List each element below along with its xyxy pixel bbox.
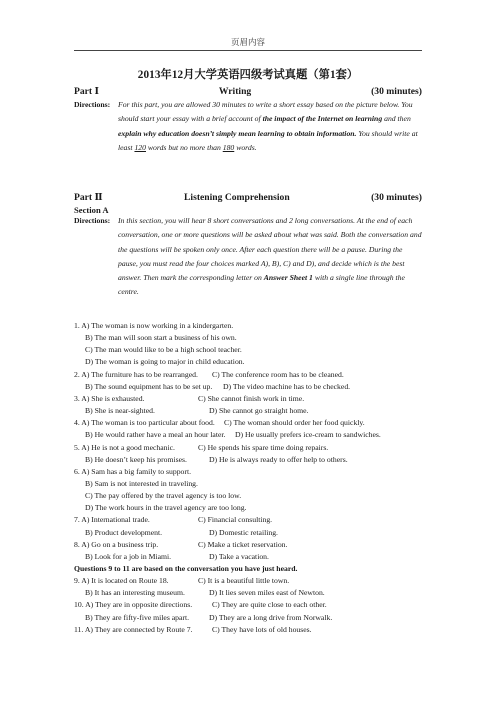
part2-directions-label: Directions: [74,216,111,225]
part1-topic-2: explain why education doesn’t simply mean learning to obtain information. [118,128,357,138]
option-right: D) She cannot go straight home. [209,406,309,416]
section-a-heading: Section A [74,205,109,215]
option-left: 6. A) Sam has a big family to support. [74,466,192,476]
option-left: C) The pay offered by the travel agency is too low. [85,491,242,501]
part1-directions-text: For this part, you are allowed 30 minutes to write a short essay based on the picture below. You should start your essay with a brief account of the impact of the Internet on learning and then explain why education doesn’t simply mean learning to obtain information. You should write at least 120 words but no more than 180 words. [118,100,418,152]
option-right: D) It lies seven miles east of Newton. [209,588,325,598]
part1-name: Writing [218,86,252,97]
part2-directions-text: In this section, you will hear 8 short conversations and 2 long conversations. At the end of each conversation, one or more questions will be asked about what was said. Both the conversation and the questions will be spoken only once. After each question there will be a pause. During the pause, you must read the four choices marked A), B), C) and D), and decide which is the best answer. Then mark the corresponding letter on Answer Sheet 1 with a single line through the centre. [118,216,422,297]
question-line [85,344,435,356]
part1-time: (30 minutes) [371,86,422,97]
option-left: B) Sam is not interested in traveling. [85,478,198,488]
question-line [85,454,435,466]
question-line [85,490,435,502]
question-line [74,624,424,636]
document-title: 2013年12月大学英语四级考试真题（第1套） [137,69,359,81]
part1-directions [74,98,422,155]
option-left: B) He would rather have a meal an hour later. [85,430,226,440]
question-line [74,599,424,611]
question-line [85,527,435,539]
option-left: D) The woman is going to major in child education. [85,357,245,367]
max-words: 180 [222,142,235,152]
question-line [85,551,435,563]
option-right: C) They are quite close to each other. [212,600,327,610]
option-right: C) The conference room has to be cleaned. [212,369,344,379]
option-left: 1. A) The woman is now working in a kindergarten. [74,321,234,330]
option-right: C) Financial consulting. [198,515,273,525]
question-line [74,442,424,454]
option-right: C) They have lots of old houses. [212,624,312,634]
option-left: 7. A) International trade. [74,515,150,525]
option-left: 8. A) Go on a business trip. [74,539,159,549]
part1-label: Part Ⅰ [74,86,99,97]
option-left: 10. A) They are in opposite directions. [74,600,193,610]
option-left: B) The sound equipment has to be set up. [85,381,213,391]
option-right: D) Take a vacation. [209,551,269,561]
question-line [74,514,424,526]
option-right: D) They are a long drive from Norwalk. [209,612,333,622]
question-line [74,575,424,587]
option-right: D) The video machine has to be checked. [223,381,351,391]
question-line [85,478,435,490]
option-right: C) Make a ticket reservation. [198,539,288,549]
part2-label: Part Ⅱ [74,192,103,203]
option-left: B) He doesn’t keep his promises. [85,454,187,464]
option-right: C) The woman should order her food quickly. [224,418,365,428]
question-group-note [74,563,424,575]
question-line [74,369,424,381]
option-left: B) Product development. [85,527,163,537]
option-right: D) He is always ready to offer help to others. [209,454,348,464]
option-left: 9. A) It is located on Route 18. [74,576,169,586]
part2-heading [74,192,422,203]
option-right: C) He spends his spare time doing repairs. [198,442,329,452]
option-left: D) The work hours in the travel agency are too long. [85,503,247,513]
part2-time: (30 minutes) [371,192,422,203]
answer-sheet-ref: Answer Sheet 1 [263,273,313,283]
option-right: C) It is a beautiful little town. [198,576,290,586]
option-left: B) They are fifty-five miles apart. [85,612,190,622]
part1-topic-1: the impact of the Internet on learning [262,114,383,124]
option-left: 11. A) They are connected by Route 7. [74,624,193,634]
min-words: 120 [134,142,146,152]
question-line [74,417,424,429]
option-left: B) She is near-sighted. [85,406,155,416]
option-left: 2. A) The furniture has to be rearranged. [74,369,198,379]
question-line [74,393,424,405]
option-left: B) It has an interesting museum. [85,588,185,598]
option-right: C) She cannot finish work in time. [198,393,305,403]
header-divider [74,50,422,51]
question-line [74,320,424,332]
option-left: 3. A) She is exhausted. [74,393,145,403]
part2-directions [74,214,422,300]
question-line [85,381,435,393]
question-line [85,405,435,417]
part2-name: Listening Comprehension [184,192,290,203]
question-line [74,539,424,551]
page-header: 页眉内容 [230,37,265,47]
part1-heading [74,86,422,97]
option-left: B) Look for a job in Miami. [85,551,172,561]
question-line [85,332,435,344]
question-line [85,429,435,441]
question-line [85,587,435,599]
option-left: B) The man will soon start a business of his own. [85,333,237,343]
question-line [74,466,424,478]
option-right: D) Domestic retailing. [209,527,278,537]
question-line [85,502,435,514]
question-line [85,356,435,368]
option-left: Questions 9 to 11 are based on the conversation you have just heard. [74,564,298,573]
question-line [85,612,435,624]
option-left: 5. A) He is not a good mechanic. [74,442,175,452]
part1-directions-label: Directions: [74,100,111,109]
option-left: C) The man would like to be a high school teacher. [85,345,242,355]
option-left: 4. A) The woman is too particular about food. [74,418,215,428]
option-right: D) He usually prefers ice-cream to sandwiches. [235,430,381,440]
